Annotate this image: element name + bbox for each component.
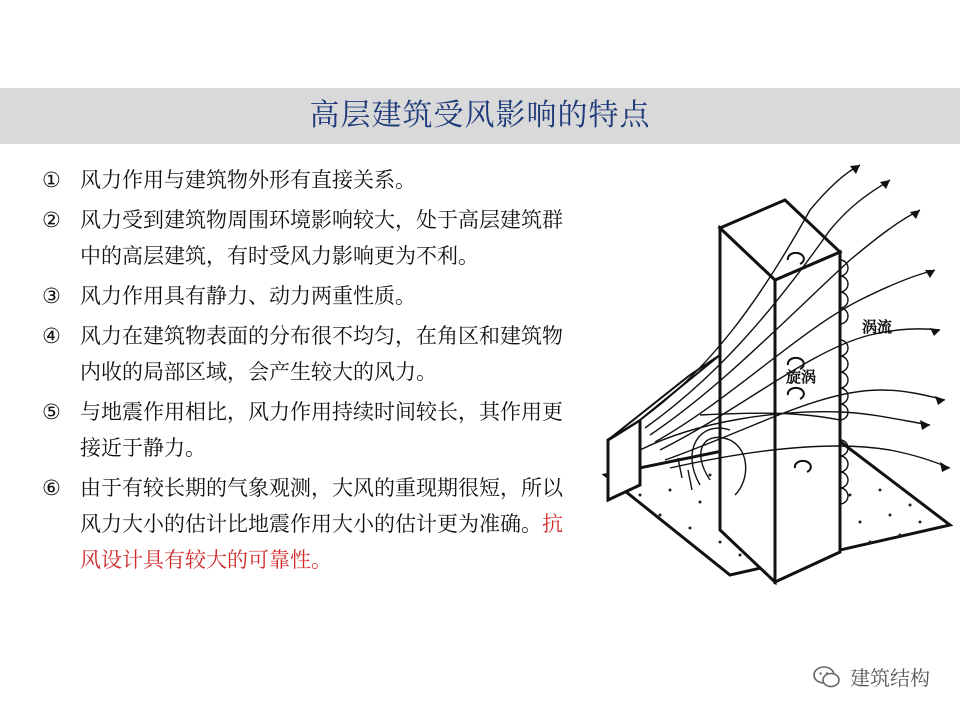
building-side bbox=[775, 252, 840, 582]
list-item bbox=[42, 318, 582, 390]
item-number: ③ bbox=[42, 284, 61, 308]
item-text bbox=[80, 470, 582, 578]
item-number: ⑤ bbox=[42, 400, 61, 424]
list-item bbox=[42, 278, 582, 314]
wechat-icon bbox=[812, 665, 842, 689]
watermark-text: 建筑结构 bbox=[850, 666, 930, 690]
wind-flow-figure bbox=[600, 150, 960, 670]
item-text-main: 由于有较长期的气象观测，大风的重现期很短，所以风力大小的估计比地震作用大小的估计更为准确。 bbox=[80, 476, 563, 536]
item-number: ② bbox=[42, 208, 61, 232]
item-text: 风力受到建筑物周围环境影响较大，处于高层建筑群中的高层建筑，有时受风力影响更为不利。 bbox=[80, 208, 563, 268]
item-text: 风力作用具有静力、动力两重性质。 bbox=[80, 284, 416, 308]
item-text-highlight: 抗风设计具有较大的可靠性。 bbox=[80, 512, 563, 572]
item-number: ⑥ bbox=[42, 476, 61, 500]
slide-title: 高层建筑受风影响的特点 bbox=[309, 98, 651, 133]
label-vortex: 涡流 bbox=[862, 318, 893, 336]
list-item bbox=[42, 470, 582, 578]
list-item bbox=[42, 394, 582, 466]
item-text: 风力在建筑物表面的分布很不均匀，在角区和建筑物内收的局部区域，会产生较大的风力。 bbox=[80, 324, 563, 384]
list-item bbox=[42, 202, 582, 274]
feature-list bbox=[42, 162, 582, 582]
flow-box-front bbox=[608, 420, 640, 500]
watermark bbox=[812, 662, 930, 691]
item-number: ① bbox=[42, 168, 61, 192]
item-text: 与地震作用相比，风力作用持续时间较长，其作用更接近于静力。 bbox=[80, 400, 563, 460]
item-number: ④ bbox=[42, 324, 61, 348]
list-item bbox=[42, 162, 582, 198]
item-text: 风力作用与建筑物外形有直接关系。 bbox=[80, 168, 416, 192]
label-swirl: 旋涡 bbox=[786, 368, 817, 386]
